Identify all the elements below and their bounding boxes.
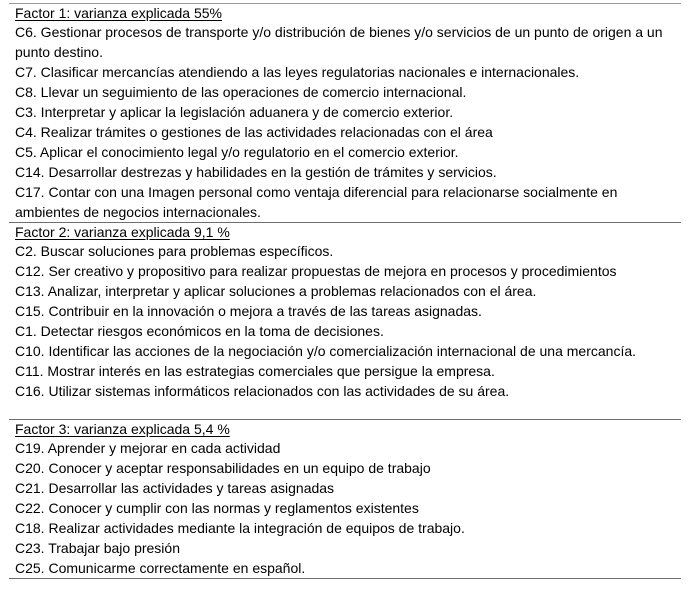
factor-1-item: C6. Gestionar procesos de transporte y/o distribución de bienes y/o servicios de un punto de origen a un punto destino. [15,24,663,60]
factor-2-item: C1. Detectar riesgos económicos en la toma de decisiones. [15,323,384,339]
factor-3-item: C21. Desarrollar las actividades y tareas asignadas [15,480,335,496]
factor-3-item: C19. Aprender y mejorar en cada actividad [15,440,281,456]
factor-3-item: C25. Comunicarme correctamente en español. [15,560,306,576]
factor-1-item: C3. Interpretar y aplicar la legislación aduanera y de comercio exterior. [15,104,454,120]
factor-2-item: C10. Identificar las acciones de la negociación y/o comercialización internacional de una mercancía. [15,343,637,359]
factor-2-section [9,223,681,419]
factor-2-item: C16. Utilizar sistemas informáticos relacionados con las actividades de su área. [15,383,510,399]
factor-1-item: C7. Clasificar mercancías atendiendo a las leyes regulatorias nacionales e internacionales. [15,64,580,80]
factor-1-item: C17. Contar con una Imagen personal como ventaja diferencial para relacionarse socialmente en ambientes de negocios internacionales. [15,184,618,220]
factor-2-item: C13. Analizar, interpretar y aplicar soluciones a problemas relacionados con el área. [15,283,537,299]
factor-2-item: C11. Mostrar interés en las estrategias comerciales que persigue la empresa. [15,363,495,379]
factor-3-item: C18. Realizar actividades mediante la integración de equipos de trabajo. [15,520,465,536]
factor-1-item: C5. Aplicar el conocimiento legal y/o regulatorio en el comercio exterior. [15,144,459,160]
factor-2-item: C15. Contribuir en la innovación o mejora a través de las tareas asignadas. [15,303,482,319]
factor-2-title: Factor 2: varianza explicada 9,1 % [15,224,230,240]
factor-1-item: C14. Desarrollar destrezas y habilidades en la gestión de trámites y servicios. [15,164,497,180]
bottom-rule [9,578,681,579]
factor-3-item: C23. Trabajar bajo presión [15,540,180,556]
factor-3-item: C22. Conocer y cumplir con las normas y reglamentos existentes [15,500,419,516]
section-spacer [15,401,681,419]
factor-3-title: Factor 3: varianza explicada 5,4 % [15,421,230,437]
factor-2-item: C12. Ser creativo y propositivo para realizar propuestas de mejora en procesos y procedimientos [15,263,617,279]
factor-1-item: C4. Realizar trámites o gestiones de las actividades relacionadas con el área [15,124,493,140]
factor-1-title: Factor 1: varianza explicada 55% [15,5,222,21]
factor-1-section [9,4,681,222]
factor-table [9,0,681,579]
factor-3-section [9,420,681,578]
factor-2-item: C2. Buscar soluciones para problemas específicos. [15,243,334,259]
factor-3-item: C20. Conocer y aceptar responsabilidades en un equipo de trabajo [15,460,431,476]
factor-1-item: C8. Llevar un seguimiento de las operaciones de comercio internacional. [15,84,467,100]
